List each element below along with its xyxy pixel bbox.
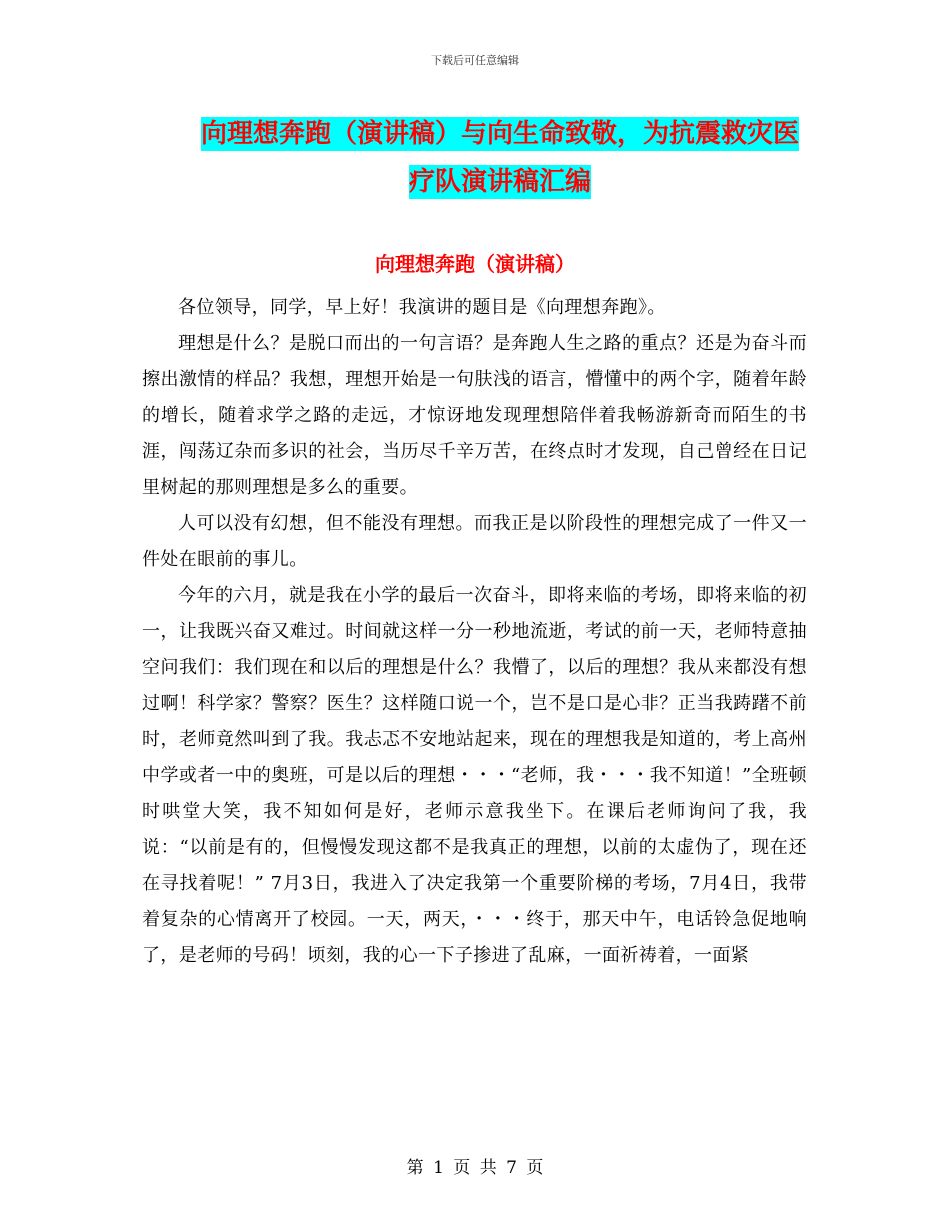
title-line-1: 向理想奔跑（演讲稿）与向生命致敬，为抗震救灾医 — [200, 119, 799, 149]
page-footer: 第 1 页 共 7 页 — [406, 1158, 544, 1178]
paragraph: 今年的六月，就是我在小学的最后一次奋斗，即将来临的考场，即将来临的初一，让我既兴奋又难过。时间就这样一分一秒地流逝，考试的前一天，老师特意抽空问我们：我们现在和以后的理想是什么？我懵了，以后的理想？我从来都没有想过啊！科学家？警察？医生？这样随口说一个，岂不是口是心非？正当我踌躇不前时，老师竟然叫到了我。我忐忑不安地站起来，现在的理想我是知道的，考上高州中学或者一中的奥班，可是以后的理想・・・“老师，我・・・我不知道！”全班顿时哄堂大笑，我不知如何是好，老师示意我坐下。在课后老师询问了我，我说：“以前是有的，但慢慢发现这都不是我真正的理想，以前的太虚伪了，现在还在寻找着呢！” 7月3日，我进入了决定我第一个重要阶梯的考场，7月4日，我带着复杂的心情离开了校园。一天，两天，・・・终于，那天中午，电话铃急促地响了，是老师的号码！顷刻，我的心一下子掺进了乱麻，一面祈祷着，一面紧 — [142, 585, 807, 966]
header-note: 下载后可任意编辑 — [431, 54, 519, 67]
body-text — [142, 290, 807, 974]
document-title — [185, 110, 815, 206]
section-title: 向理想奔跑（演讲稿） — [375, 252, 575, 276]
paragraph: 理想是什么？是脱口而出的一句言语？是奔跑人生之路的重点？还是为奋斗而擦出激情的样品？我想，理想开始是一句肤浅的语言，懵懂中的两个字，随着年龄的增长，随着求学之路的走远，才惊讶地发现理想陪伴着我畅游新奇而陌生的书涯，闯荡辽杂而多识的社会，当历尽千辛万苦，在终点时才发现，自己曾经在日记里树起的那则理想是多么的重要。 — [142, 333, 807, 498]
title-line-2: 疗队演讲稿汇编 — [408, 167, 591, 197]
paragraph: 各位领导，同学，早上好！我演讲的题目是《向理想奔跑》。 — [178, 297, 666, 318]
paragraph: 人可以没有幻想，但不能没有理想。而我正是以阶段性的理想完成了一件又一件处在眼前的事儿。 — [142, 513, 807, 570]
